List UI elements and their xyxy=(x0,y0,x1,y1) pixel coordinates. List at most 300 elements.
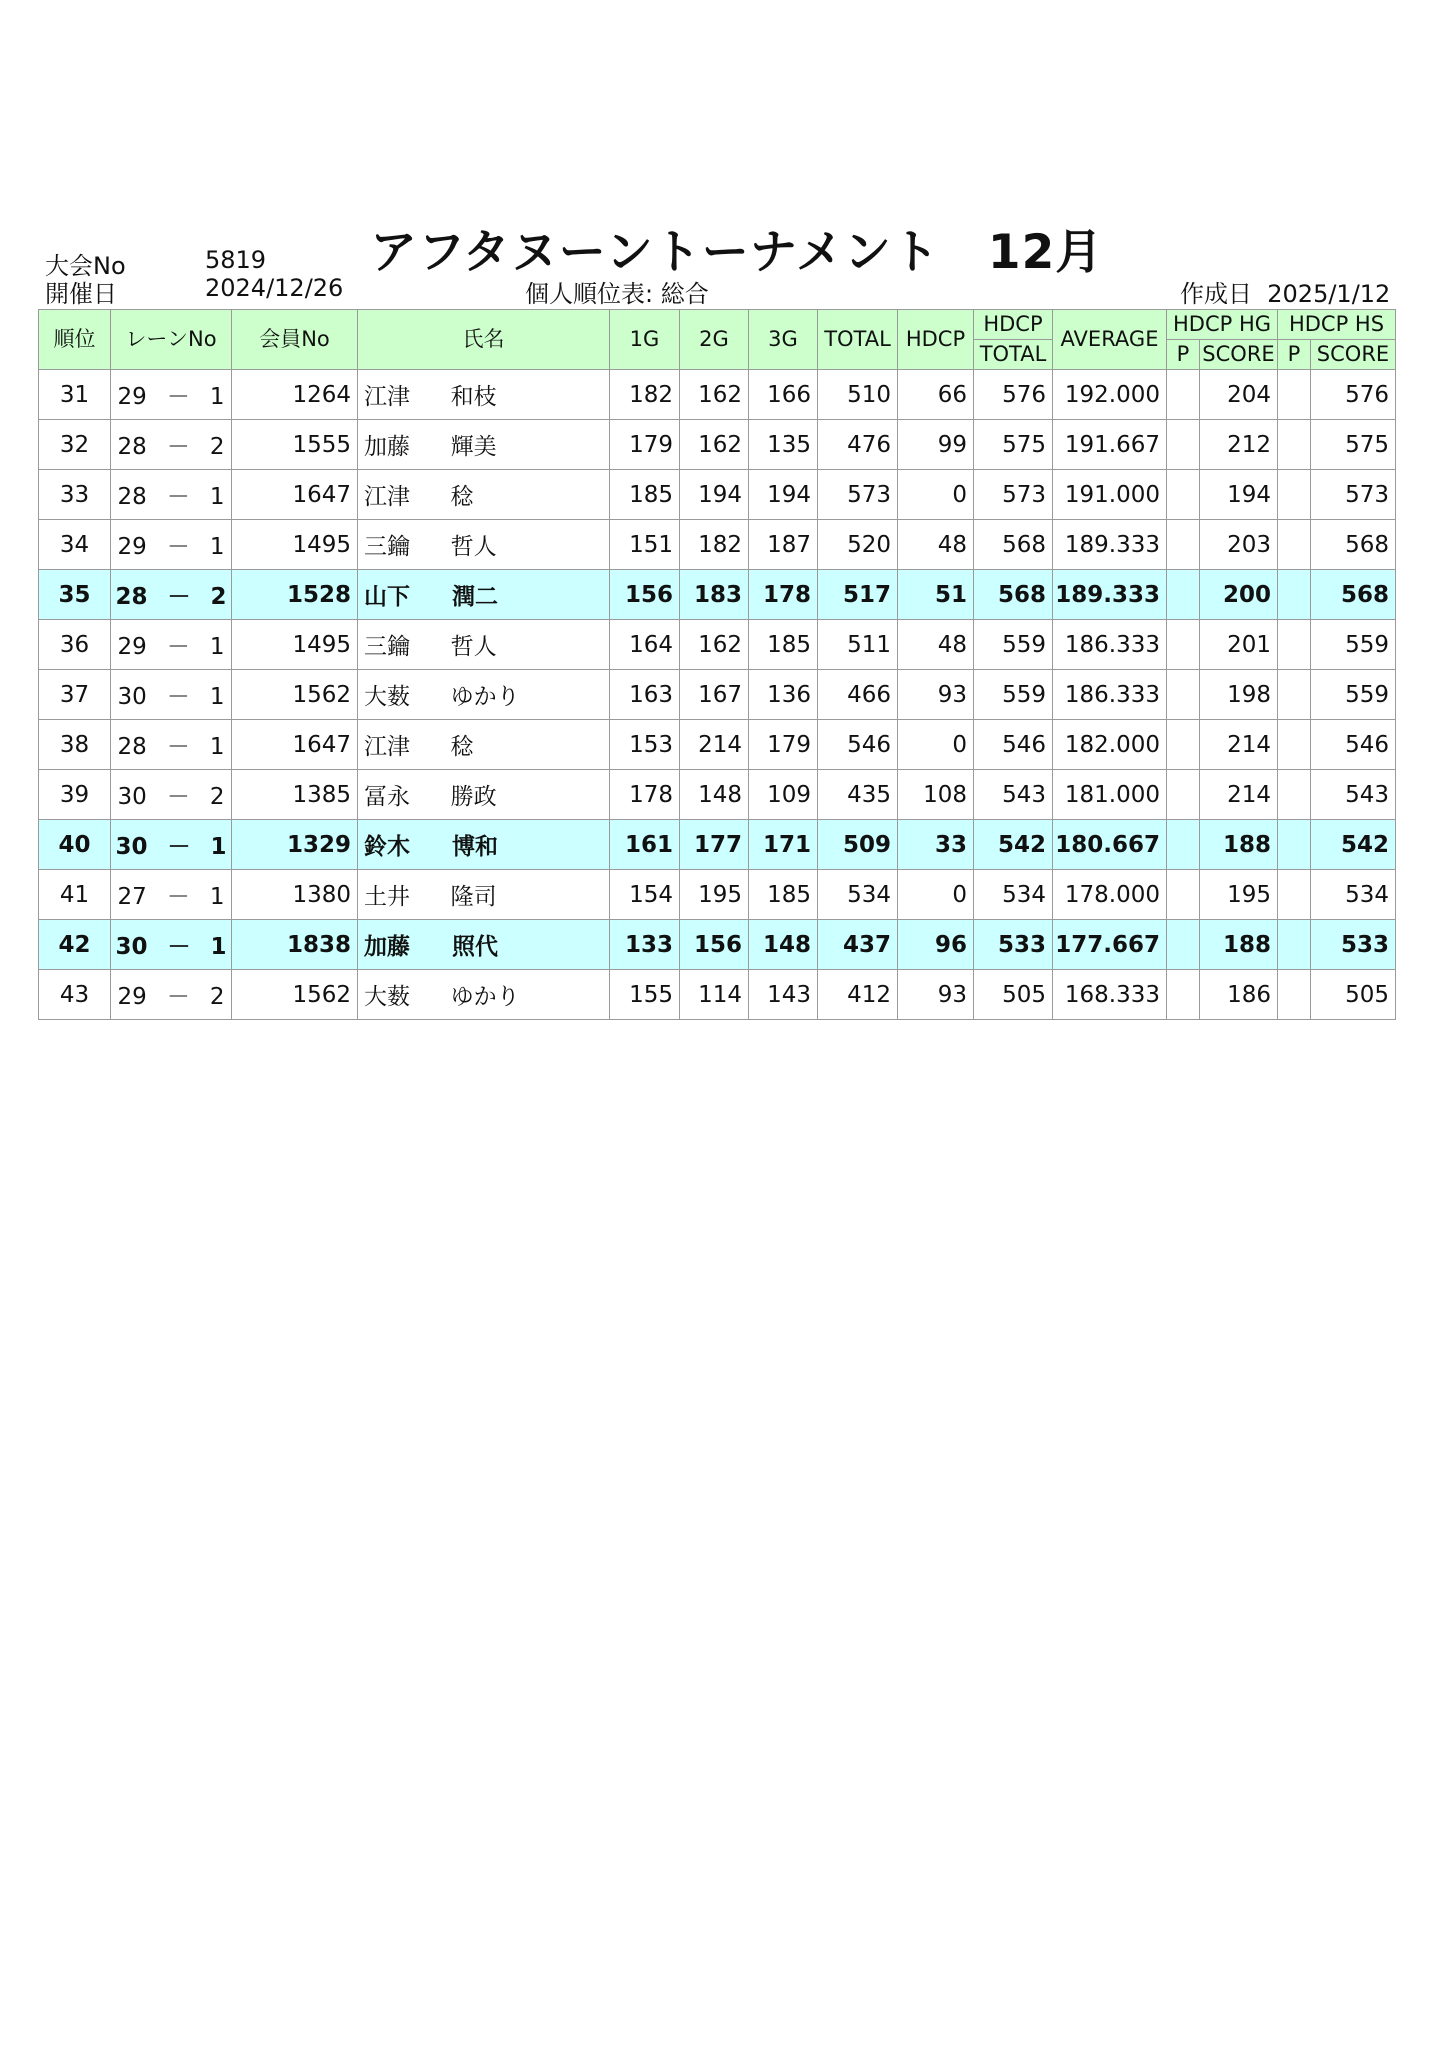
header-hdcp-total-line1: HDCP xyxy=(974,310,1053,340)
hs-p-cell xyxy=(1278,920,1311,970)
header-3g: 3G xyxy=(749,310,818,370)
game2-cell: 195 xyxy=(680,870,749,920)
hs-score-cell: 542 xyxy=(1311,820,1396,870)
header-name: 氏名 xyxy=(358,310,610,370)
rank-cell: 42 xyxy=(39,920,111,970)
lane-separator: － xyxy=(167,834,191,860)
hg-p-cell xyxy=(1167,370,1200,420)
game2-cell: 162 xyxy=(680,420,749,470)
hg-score-cell: 198 xyxy=(1200,670,1278,720)
total-cell: 510 xyxy=(818,370,898,420)
member-no-cell: 1528 xyxy=(232,570,358,620)
lane-separator: － xyxy=(167,584,191,610)
lane-pair: 1 xyxy=(209,634,225,660)
rank-cell: 32 xyxy=(39,420,111,470)
game1-cell: 156 xyxy=(610,570,680,620)
rank-cell: 34 xyxy=(39,520,111,570)
hg-score-cell: 212 xyxy=(1200,420,1278,470)
name-cell xyxy=(358,420,610,470)
given-name: 隆司 xyxy=(450,884,497,910)
hg-score-cell: 195 xyxy=(1200,870,1278,920)
hdcp-total-cell: 546 xyxy=(974,720,1053,770)
game3-cell: 194 xyxy=(749,470,818,520)
game3-cell: 148 xyxy=(749,920,818,970)
tournament-no-label: 大会No xyxy=(45,252,126,280)
average-cell: 192.000 xyxy=(1053,370,1167,420)
lane-separator: － xyxy=(166,434,190,460)
header-hdcp-total-line2: TOTAL xyxy=(974,340,1053,370)
family-name: 山下 xyxy=(364,584,410,610)
family-name: 大薮 xyxy=(364,984,410,1010)
created-date-value: 2025/1/12 xyxy=(1267,280,1391,308)
table-row xyxy=(39,420,1396,470)
header-hs-p: P xyxy=(1278,340,1311,370)
hdcp-total-cell: 573 xyxy=(974,470,1053,520)
member-no-cell: 1562 xyxy=(232,970,358,1020)
table-row xyxy=(39,620,1396,670)
game3-cell: 135 xyxy=(749,420,818,470)
game3-cell: 185 xyxy=(749,870,818,920)
lane-separator: － xyxy=(166,784,190,810)
hdcp-total-cell: 559 xyxy=(974,620,1053,670)
hs-p-cell xyxy=(1278,720,1311,770)
header-1g: 1G xyxy=(610,310,680,370)
lane-number: 27 xyxy=(117,884,147,910)
hs-p-cell xyxy=(1278,770,1311,820)
given-name: ゆかり xyxy=(450,984,520,1010)
name-cell xyxy=(358,520,610,570)
name-cell xyxy=(358,570,610,620)
held-date xyxy=(45,274,344,309)
given-name: 勝政 xyxy=(450,784,497,810)
total-cell: 412 xyxy=(818,970,898,1020)
header-hdcp: HDCP xyxy=(898,310,974,370)
lane-number: 30 xyxy=(117,684,147,710)
hdcp-cell: 96 xyxy=(898,920,974,970)
average-cell: 191.667 xyxy=(1053,420,1167,470)
name-cell xyxy=(358,620,610,670)
hs-score-cell: 573 xyxy=(1311,470,1396,520)
hg-score-cell: 188 xyxy=(1200,920,1278,970)
table-row xyxy=(39,720,1396,770)
hg-score-cell: 203 xyxy=(1200,520,1278,570)
game1-cell: 178 xyxy=(610,770,680,820)
lane-pair: 2 xyxy=(209,784,225,810)
lane-pair: 1 xyxy=(210,834,227,860)
table-row xyxy=(39,520,1396,570)
hdcp-cell: 93 xyxy=(898,670,974,720)
lane-cell xyxy=(111,970,232,1020)
hs-score-cell: 546 xyxy=(1311,720,1396,770)
game1-cell: 163 xyxy=(610,670,680,720)
game3-cell: 178 xyxy=(749,570,818,620)
hs-p-cell xyxy=(1278,470,1311,520)
total-cell: 517 xyxy=(818,570,898,620)
table-row xyxy=(39,970,1396,1020)
average-cell: 191.000 xyxy=(1053,470,1167,520)
member-no-cell: 1329 xyxy=(232,820,358,870)
hs-score-cell: 575 xyxy=(1311,420,1396,470)
hs-p-cell xyxy=(1278,620,1311,670)
game2-cell: 156 xyxy=(680,920,749,970)
total-cell: 534 xyxy=(818,870,898,920)
given-name: 輝美 xyxy=(450,434,497,460)
hdcp-cell: 51 xyxy=(898,570,974,620)
family-name: 加藤 xyxy=(364,934,410,960)
family-name: 三鑰 xyxy=(364,634,410,660)
hs-p-cell xyxy=(1278,670,1311,720)
game1-cell: 185 xyxy=(610,470,680,520)
hg-p-cell xyxy=(1167,770,1200,820)
game1-cell: 161 xyxy=(610,820,680,870)
family-name: 土井 xyxy=(364,884,410,910)
hs-p-cell xyxy=(1278,370,1311,420)
member-no-cell: 1264 xyxy=(232,370,358,420)
lane-number: 29 xyxy=(117,984,147,1010)
hs-score-cell: 568 xyxy=(1311,570,1396,620)
given-name: ゆかり xyxy=(450,684,520,710)
name-cell xyxy=(358,720,610,770)
hg-p-cell xyxy=(1167,570,1200,620)
page-title: アフタヌーントーナメント 12月 xyxy=(370,225,1104,280)
ranking-table xyxy=(38,309,1396,1020)
average-cell: 180.667 xyxy=(1053,820,1167,870)
game1-cell: 133 xyxy=(610,920,680,970)
name-cell xyxy=(358,770,610,820)
hs-p-cell xyxy=(1278,570,1311,620)
lane-pair: 1 xyxy=(210,934,227,960)
rank-cell: 35 xyxy=(39,570,111,620)
family-name: 江津 xyxy=(364,484,410,510)
given-name: 稔 xyxy=(450,734,474,760)
held-date-value: 2024/12/26 xyxy=(205,274,344,302)
table-row xyxy=(39,570,1396,620)
given-name: 潤二 xyxy=(452,584,499,610)
header-rank: 順位 xyxy=(39,310,111,370)
hdcp-cell: 0 xyxy=(898,870,974,920)
member-no-cell: 1562 xyxy=(232,670,358,720)
rank-cell: 40 xyxy=(39,820,111,870)
hdcp-cell: 48 xyxy=(898,620,974,670)
hs-score-cell: 543 xyxy=(1311,770,1396,820)
game3-cell: 185 xyxy=(749,620,818,670)
game1-cell: 153 xyxy=(610,720,680,770)
hdcp-total-cell: 576 xyxy=(974,370,1053,420)
lane-separator: － xyxy=(166,984,190,1010)
hs-score-cell: 576 xyxy=(1311,370,1396,420)
given-name: 博和 xyxy=(452,834,499,860)
lane-separator: － xyxy=(166,384,190,410)
average-cell: 186.333 xyxy=(1053,670,1167,720)
lane-separator: － xyxy=(166,684,190,710)
rank-cell: 37 xyxy=(39,670,111,720)
rank-cell: 36 xyxy=(39,620,111,670)
hg-score-cell: 201 xyxy=(1200,620,1278,670)
lane-number: 29 xyxy=(117,534,147,560)
hdcp-total-cell: 543 xyxy=(974,770,1053,820)
hs-score-cell: 534 xyxy=(1311,870,1396,920)
hdcp-total-cell: 559 xyxy=(974,670,1053,720)
total-cell: 520 xyxy=(818,520,898,570)
lane-separator: － xyxy=(166,634,190,660)
hg-p-cell xyxy=(1167,820,1200,870)
family-name: 三鑰 xyxy=(364,534,410,560)
game2-cell: 182 xyxy=(680,520,749,570)
hg-p-cell xyxy=(1167,420,1200,470)
member-no-cell: 1380 xyxy=(232,870,358,920)
header-hg-p: P xyxy=(1167,340,1200,370)
total-cell: 546 xyxy=(818,720,898,770)
lane-pair: 2 xyxy=(209,434,225,460)
lane-pair: 1 xyxy=(209,684,225,710)
lane-cell xyxy=(111,870,232,920)
header-hg-score: SCORE xyxy=(1200,340,1278,370)
lane-pair: 1 xyxy=(209,534,225,560)
lane-number: 28 xyxy=(115,584,148,610)
lane-separator: － xyxy=(166,734,190,760)
hs-score-cell: 559 xyxy=(1311,670,1396,720)
name-cell xyxy=(358,870,610,920)
game1-cell: 154 xyxy=(610,870,680,920)
average-cell: 182.000 xyxy=(1053,720,1167,770)
family-name: 加藤 xyxy=(364,434,410,460)
hdcp-total-cell: 505 xyxy=(974,970,1053,1020)
average-cell: 178.000 xyxy=(1053,870,1167,920)
hg-p-cell xyxy=(1167,520,1200,570)
lane-cell xyxy=(111,920,232,970)
total-cell: 437 xyxy=(818,920,898,970)
lane-cell xyxy=(111,570,232,620)
average-cell: 181.000 xyxy=(1053,770,1167,820)
total-cell: 466 xyxy=(818,670,898,720)
family-name: 江津 xyxy=(364,734,410,760)
name-cell xyxy=(358,370,610,420)
hs-score-cell: 559 xyxy=(1311,620,1396,670)
average-cell: 189.333 xyxy=(1053,520,1167,570)
game3-cell: 171 xyxy=(749,820,818,870)
name-cell xyxy=(358,920,610,970)
hg-score-cell: 186 xyxy=(1200,970,1278,1020)
lane-cell xyxy=(111,370,232,420)
total-cell: 511 xyxy=(818,620,898,670)
table-row xyxy=(39,470,1396,520)
hs-p-cell xyxy=(1278,520,1311,570)
name-cell xyxy=(358,470,610,520)
hdcp-total-cell: 568 xyxy=(974,520,1053,570)
game1-cell: 179 xyxy=(610,420,680,470)
header-average: AVERAGE xyxy=(1053,310,1167,370)
name-cell xyxy=(358,970,610,1020)
lane-separator: － xyxy=(166,884,190,910)
family-name: 鈴木 xyxy=(364,834,410,860)
hg-p-cell xyxy=(1167,620,1200,670)
rank-cell: 41 xyxy=(39,870,111,920)
lane-cell xyxy=(111,720,232,770)
lane-number: 30 xyxy=(115,834,148,860)
hdcp-cell: 0 xyxy=(898,470,974,520)
lane-pair: 1 xyxy=(209,384,225,410)
name-cell xyxy=(358,670,610,720)
family-name: 冨永 xyxy=(364,784,410,810)
lane-number: 29 xyxy=(117,384,147,410)
member-no-cell: 1647 xyxy=(232,470,358,520)
hdcp-cell: 66 xyxy=(898,370,974,420)
created-date xyxy=(1180,274,1390,309)
header-total: TOTAL xyxy=(818,310,898,370)
lane-number: 29 xyxy=(117,634,147,660)
member-no-cell: 1385 xyxy=(232,770,358,820)
family-name: 大薮 xyxy=(364,684,410,710)
total-cell: 573 xyxy=(818,470,898,520)
created-date-label: 作成日 xyxy=(1180,280,1252,308)
lane-number: 30 xyxy=(117,784,147,810)
game3-cell: 143 xyxy=(749,970,818,1020)
game3-cell: 136 xyxy=(749,670,818,720)
lane-cell xyxy=(111,770,232,820)
hg-score-cell: 214 xyxy=(1200,770,1278,820)
hdcp-cell: 33 xyxy=(898,820,974,870)
average-cell: 186.333 xyxy=(1053,620,1167,670)
average-cell: 168.333 xyxy=(1053,970,1167,1020)
family-name: 江津 xyxy=(364,384,410,410)
hs-p-cell xyxy=(1278,820,1311,870)
game1-cell: 155 xyxy=(610,970,680,1020)
hg-score-cell: 200 xyxy=(1200,570,1278,620)
hg-p-cell xyxy=(1167,970,1200,1020)
average-cell: 189.333 xyxy=(1053,570,1167,620)
game2-cell: 194 xyxy=(680,470,749,520)
hg-score-cell: 214 xyxy=(1200,720,1278,770)
hdcp-total-cell: 568 xyxy=(974,570,1053,620)
hdcp-cell: 48 xyxy=(898,520,974,570)
hg-score-cell: 188 xyxy=(1200,820,1278,870)
average-cell: 177.667 xyxy=(1053,920,1167,970)
table-row xyxy=(39,920,1396,970)
given-name: 稔 xyxy=(450,484,474,510)
hdcp-cell: 108 xyxy=(898,770,974,820)
member-no-cell: 1495 xyxy=(232,520,358,570)
game2-cell: 177 xyxy=(680,820,749,870)
lane-separator: － xyxy=(166,534,190,560)
member-no-cell: 1495 xyxy=(232,620,358,670)
game1-cell: 164 xyxy=(610,620,680,670)
table-row xyxy=(39,670,1396,720)
hdcp-total-cell: 542 xyxy=(974,820,1053,870)
game2-cell: 162 xyxy=(680,370,749,420)
header-hdcp-hg: HDCP HG xyxy=(1167,310,1278,340)
hg-p-cell xyxy=(1167,720,1200,770)
member-no-cell: 1647 xyxy=(232,720,358,770)
lane-cell xyxy=(111,620,232,670)
lane-cell xyxy=(111,520,232,570)
rank-cell: 39 xyxy=(39,770,111,820)
hs-score-cell: 533 xyxy=(1311,920,1396,970)
hdcp-cell: 93 xyxy=(898,970,974,1020)
game3-cell: 179 xyxy=(749,720,818,770)
game2-cell: 167 xyxy=(680,670,749,720)
header-member: 会員No xyxy=(232,310,358,370)
member-no-cell: 1555 xyxy=(232,420,358,470)
hg-p-cell xyxy=(1167,670,1200,720)
table-row xyxy=(39,870,1396,920)
hdcp-total-cell: 533 xyxy=(974,920,1053,970)
game1-cell: 151 xyxy=(610,520,680,570)
total-cell: 476 xyxy=(818,420,898,470)
hdcp-total-cell: 534 xyxy=(974,870,1053,920)
lane-cell xyxy=(111,470,232,520)
hg-p-cell xyxy=(1167,470,1200,520)
lane-number: 28 xyxy=(117,434,147,460)
lane-pair: 1 xyxy=(209,884,225,910)
game2-cell: 114 xyxy=(680,970,749,1020)
hdcp-cell: 0 xyxy=(898,720,974,770)
game3-cell: 109 xyxy=(749,770,818,820)
header-2g: 2G xyxy=(680,310,749,370)
game2-cell: 148 xyxy=(680,770,749,820)
table-row xyxy=(39,370,1396,420)
rank-cell: 33 xyxy=(39,470,111,520)
hs-p-cell xyxy=(1278,970,1311,1020)
hs-p-cell xyxy=(1278,420,1311,470)
table-kind: 個人順位表: 総合 xyxy=(525,280,709,308)
game2-cell: 214 xyxy=(680,720,749,770)
given-name: 哲人 xyxy=(450,634,497,660)
table-row xyxy=(39,770,1396,820)
game3-cell: 187 xyxy=(749,520,818,570)
game1-cell: 182 xyxy=(610,370,680,420)
hdcp-cell: 99 xyxy=(898,420,974,470)
tournament-no-value: 5819 xyxy=(205,246,267,274)
lane-number: 28 xyxy=(117,484,147,510)
header-hs-score: SCORE xyxy=(1311,340,1396,370)
header-hdcp-hs: HDCP HS xyxy=(1278,310,1396,340)
hdcp-total-cell: 575 xyxy=(974,420,1053,470)
hs-p-cell xyxy=(1278,870,1311,920)
hg-score-cell: 194 xyxy=(1200,470,1278,520)
lane-cell xyxy=(111,670,232,720)
game3-cell: 166 xyxy=(749,370,818,420)
rank-cell: 43 xyxy=(39,970,111,1020)
name-cell xyxy=(358,820,610,870)
header-lane: レーンNo xyxy=(111,310,232,370)
lane-number: 28 xyxy=(117,734,147,760)
game2-cell: 183 xyxy=(680,570,749,620)
given-name: 和枝 xyxy=(450,384,497,410)
lane-pair: 2 xyxy=(210,584,227,610)
given-name: 哲人 xyxy=(450,534,497,560)
held-date-label: 開催日 xyxy=(45,280,117,308)
hs-score-cell: 568 xyxy=(1311,520,1396,570)
lane-cell xyxy=(111,420,232,470)
game2-cell: 162 xyxy=(680,620,749,670)
total-cell: 509 xyxy=(818,820,898,870)
lane-separator: － xyxy=(166,484,190,510)
lane-pair: 2 xyxy=(209,984,225,1010)
hg-p-cell xyxy=(1167,870,1200,920)
given-name: 照代 xyxy=(452,934,499,960)
rank-cell: 31 xyxy=(39,370,111,420)
lane-pair: 1 xyxy=(209,734,225,760)
member-no-cell: 1838 xyxy=(232,920,358,970)
rank-cell: 38 xyxy=(39,720,111,770)
hs-score-cell: 505 xyxy=(1311,970,1396,1020)
table-row xyxy=(39,820,1396,870)
lane-cell xyxy=(111,820,232,870)
lane-number: 30 xyxy=(115,934,148,960)
hg-score-cell: 204 xyxy=(1200,370,1278,420)
lane-separator: － xyxy=(167,934,191,960)
hg-p-cell xyxy=(1167,920,1200,970)
